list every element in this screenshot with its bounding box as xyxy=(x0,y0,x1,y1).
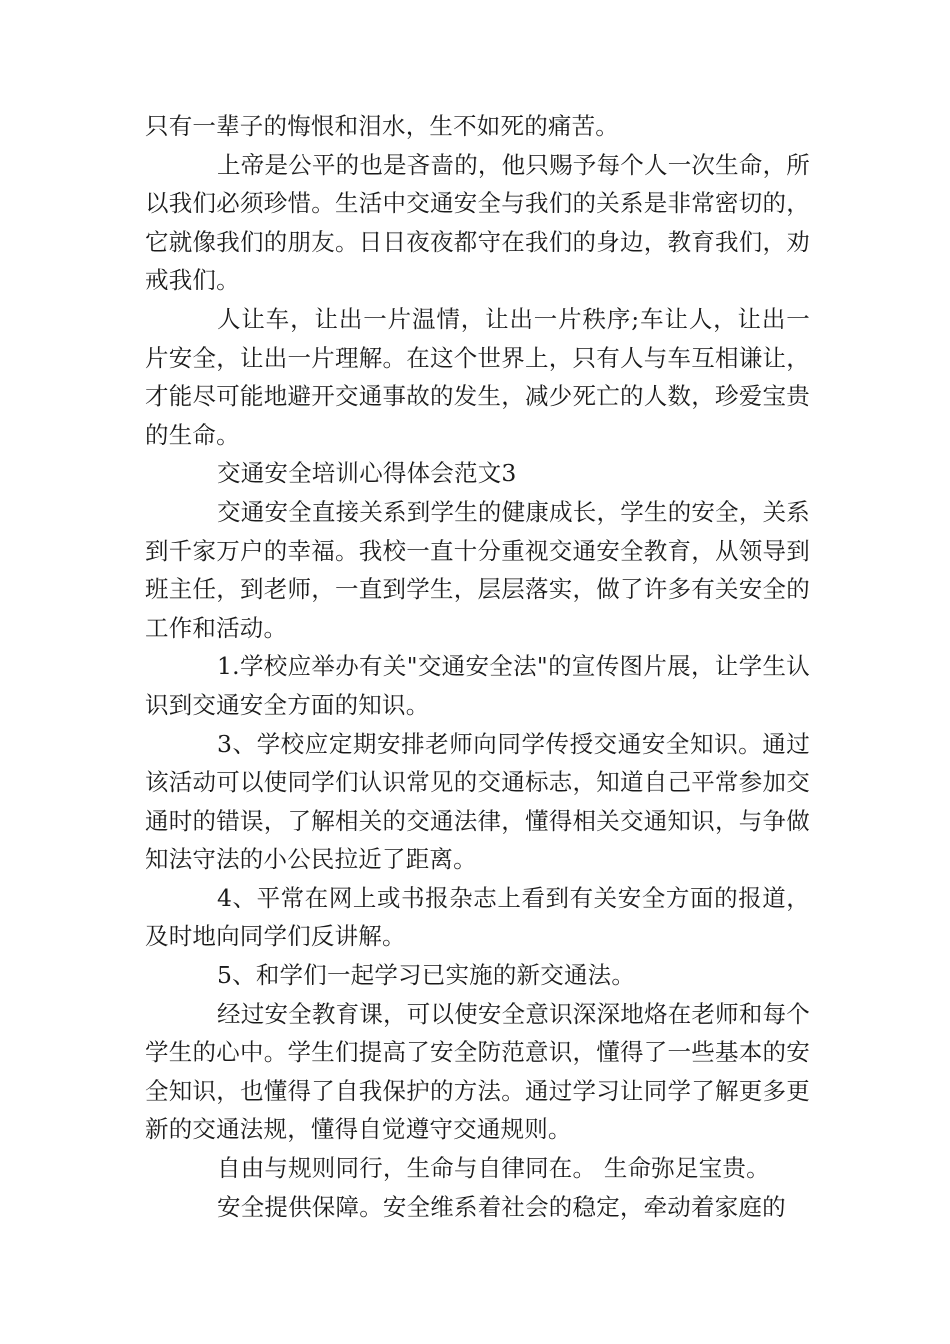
paragraph: 安全提供保障。安全维系着社会的稳定，牵动着家庭的 xyxy=(217,1192,786,1221)
paragraph: 交通安全直接关系到学生的健康成长，学生的安全，关系到千家万户的幸福。我校一直十分重视交通安全教育，从领导到班主任，到老师，一直到学生，层层落实，做了许多有关安全的工作和活动。 xyxy=(145,497,810,642)
paragraph: 自由与规则同行，生命与自律同在。 生命弥足宝贵。 xyxy=(217,1154,770,1183)
document-body xyxy=(145,107,810,1226)
paragraph-continuation: 只有一辈子的悔恨和泪水，生不如死的痛苦。 xyxy=(145,112,619,140)
paragraph: 经过安全教育课，可以使安全意识深深地烙在老师和每个学生的心中。学生们提高了安全防范意识，懂得了一些基本的安全知识，也懂得了自我保护的方法。通过学习让同学了解更多更新的交通法规，懂得自觉遵守交通规则。 xyxy=(145,999,810,1144)
list-item: 4、平常在网上或书报杂志上看到有关安全方面的报道，及时地向同学们反讲解。 xyxy=(145,883,810,951)
list-item: 3、学校应定期安排老师向同学传授交通安全知识。通过该活动可以使同学们认识常见的交通标志，知道自己平常参加交通时的错误，了解相关的交通法律，懂得相关交通知识，与争做知法守法的小公民拉近了距离。 xyxy=(145,729,810,874)
paragraph: 人让车，让出一片温情，让出一片秩序;车让人，让出一片安全，让出一片理解。在这个世界上，只有人与车互相谦让，才能尽可能地避开交通事故的发生，减少死亡的人数，珍爱宝贵的生命。 xyxy=(145,304,810,449)
section-heading: 交通安全培训心得体会范文3 xyxy=(217,459,517,488)
list-item: 5、和学们一起学习已实施的新交通法。 xyxy=(217,961,636,990)
list-item: 1.学校应举办有关"交通安全法"的宣传图片展，让学生认识到交通安全方面的知识。 xyxy=(145,652,810,719)
paragraph: 上帝是公平的也是吝啬的，他只赐予每个人一次生命，所以我们必须珍惜。生活中交通安全与我们的关系是非常密切的，它就像我们的朋友。日日夜夜都守在我们的身边，教育我们，劝戒我们。 xyxy=(145,150,810,295)
